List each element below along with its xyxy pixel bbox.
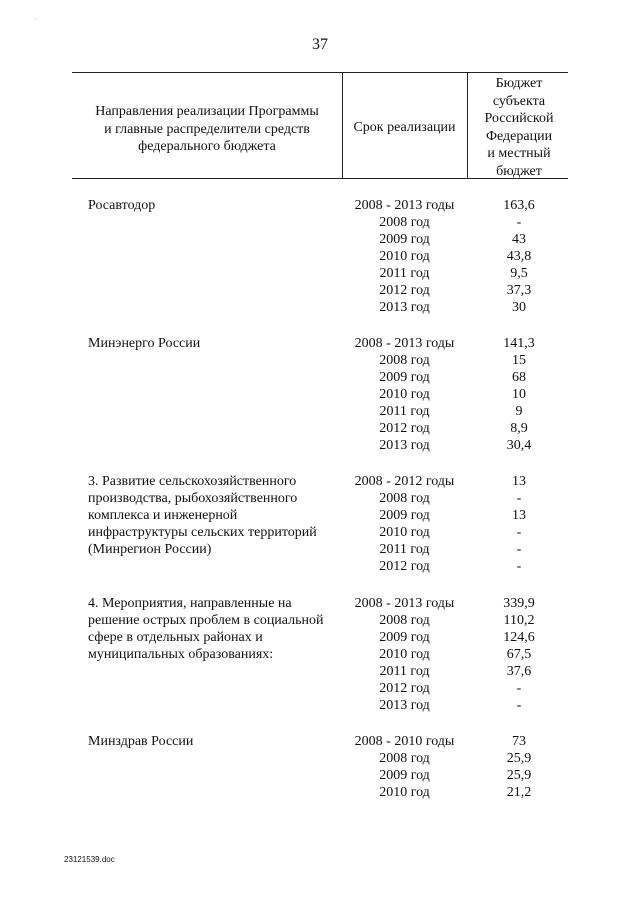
- period-cell: 2008 - 2010 годы: [354, 734, 455, 749]
- group-description-line: сфере в отдельных районах и: [88, 630, 263, 645]
- budget-value-cell: 9: [515, 404, 523, 419]
- budget-value-cell: 13: [512, 508, 526, 523]
- header-budget-line: Федерации: [485, 128, 553, 144]
- period-cell: 2012 год: [379, 559, 430, 574]
- budget-value-cell: -: [516, 525, 522, 540]
- period-cell: 2013 год: [379, 698, 430, 713]
- budget-value-cell: 67,5: [506, 647, 532, 662]
- header-period-line: Срок реализации: [353, 120, 456, 135]
- budget-value-cell: -: [516, 491, 522, 506]
- budget-value-cell: 21,2: [506, 785, 532, 800]
- period-cell: 2009 год: [379, 370, 430, 385]
- group-description-line: Минэнерго России: [88, 336, 201, 351]
- scan-mark: ·: [34, 14, 37, 24]
- period-cell: 2012 год: [379, 681, 430, 696]
- header-column-divider: [342, 72, 343, 178]
- group-description-line: муниципальных образованиях:: [88, 647, 274, 662]
- group-description-line: Минздрав России: [88, 734, 194, 749]
- header-budget-line: Российской: [484, 111, 554, 126]
- header-directions-line: и главные распределители средств: [104, 121, 310, 137]
- period-cell: 2008 год: [379, 613, 430, 628]
- budget-value-cell: 13: [512, 474, 526, 489]
- budget-value-cell: 30,4: [506, 438, 532, 453]
- budget-value-cell: 110,2: [503, 613, 535, 628]
- document-filename: 23121539.doc: [64, 855, 115, 864]
- period-cell: 2011 год: [379, 664, 430, 679]
- budget-value-cell: 15: [512, 353, 526, 368]
- period-cell: 2009 год: [379, 508, 430, 523]
- budget-value-cell: 339,9: [503, 596, 535, 611]
- header-directions-line: федерального бюджета: [138, 139, 276, 154]
- budget-value-cell: 37,3: [506, 283, 532, 298]
- budget-value-cell: -: [516, 215, 522, 230]
- period-cell: 2009 год: [379, 630, 430, 645]
- budget-value-cell: 9,5: [510, 266, 528, 281]
- group-description-line: 3. Развитие сельскохозяйственного: [88, 474, 297, 489]
- budget-value-cell: 30: [512, 300, 526, 315]
- period-cell: 2010 год: [379, 249, 430, 264]
- budget-value-cell: 141,3: [503, 336, 535, 351]
- header-directions-line: Направления реализации Программы: [95, 104, 319, 119]
- page-number: 37: [312, 36, 328, 53]
- header-column-divider: [467, 72, 468, 178]
- header-period: [346, 119, 463, 137]
- budget-value-cell: 8,9: [510, 421, 528, 436]
- period-cell: 2008 - 2012 годы: [354, 474, 455, 489]
- budget-value-cell: -: [516, 698, 522, 713]
- budget-value-cell: -: [516, 681, 522, 696]
- header-directions: [76, 103, 338, 156]
- budget-value-cell: 163,6: [503, 198, 535, 213]
- budget-value-cell: 37,6: [506, 664, 532, 679]
- group-description-line: (Минрегион России): [88, 542, 212, 557]
- period-cell: 2009 год: [379, 232, 430, 247]
- period-cell: 2012 год: [379, 421, 430, 436]
- period-cell: 2010 год: [379, 525, 430, 540]
- period-cell: 2013 год: [379, 438, 430, 453]
- group-description-line: комплекса и инженерной: [88, 508, 238, 523]
- period-cell: 2009 год: [379, 768, 430, 783]
- period-cell: 2008 год: [379, 491, 430, 506]
- budget-value-cell: 10: [512, 387, 526, 402]
- budget-value-cell: 124,6: [503, 630, 535, 645]
- group-description-line: решение острых проблем в социальной: [88, 613, 324, 628]
- group-description-line: Росавтодор: [88, 198, 156, 213]
- budget-value-cell: 68: [512, 370, 526, 385]
- period-cell: 2013 год: [379, 300, 430, 315]
- period-cell: 2012 год: [379, 283, 430, 298]
- header-budget-line: бюджет: [496, 163, 542, 179]
- group-description-line: инфраструктуры сельских территорий: [88, 525, 317, 540]
- group-description-line: 4. Мероприятия, направленные на: [88, 596, 292, 611]
- period-cell: 2011 год: [379, 266, 430, 281]
- period-cell: 2008 - 2013 годы: [354, 198, 455, 213]
- period-cell: 2011 год: [379, 404, 430, 419]
- budget-value-cell: -: [516, 559, 522, 574]
- period-cell: 2011 год: [379, 542, 430, 557]
- budget-value-cell: 43: [512, 232, 526, 247]
- budget-value-cell: 73: [512, 734, 526, 749]
- period-cell: 2010 год: [379, 647, 430, 662]
- budget-value-cell: 25,9: [506, 768, 532, 783]
- period-cell: 2010 год: [379, 785, 430, 800]
- period-cell: 2008 - 2013 годы: [354, 596, 455, 611]
- header-budget-line: субъекта: [492, 93, 546, 109]
- period-cell: 2008 год: [379, 353, 430, 368]
- header-budget: [470, 75, 568, 180]
- period-cell: 2010 год: [379, 387, 430, 402]
- period-cell: 2008 - 2013 годы: [354, 336, 455, 351]
- period-cell: 2008 год: [379, 751, 430, 766]
- header-budget-line: и местный: [487, 146, 551, 161]
- table-top-rule: [72, 72, 568, 73]
- budget-value-cell: 25,9: [506, 751, 532, 766]
- period-cell: 2008 год: [379, 215, 430, 230]
- budget-value-cell: -: [516, 542, 522, 557]
- group-description-line: производства, рыбохозяйственного: [88, 491, 298, 506]
- budget-value-cell: 43,8: [506, 249, 532, 264]
- header-budget-line: Бюджет: [495, 76, 543, 91]
